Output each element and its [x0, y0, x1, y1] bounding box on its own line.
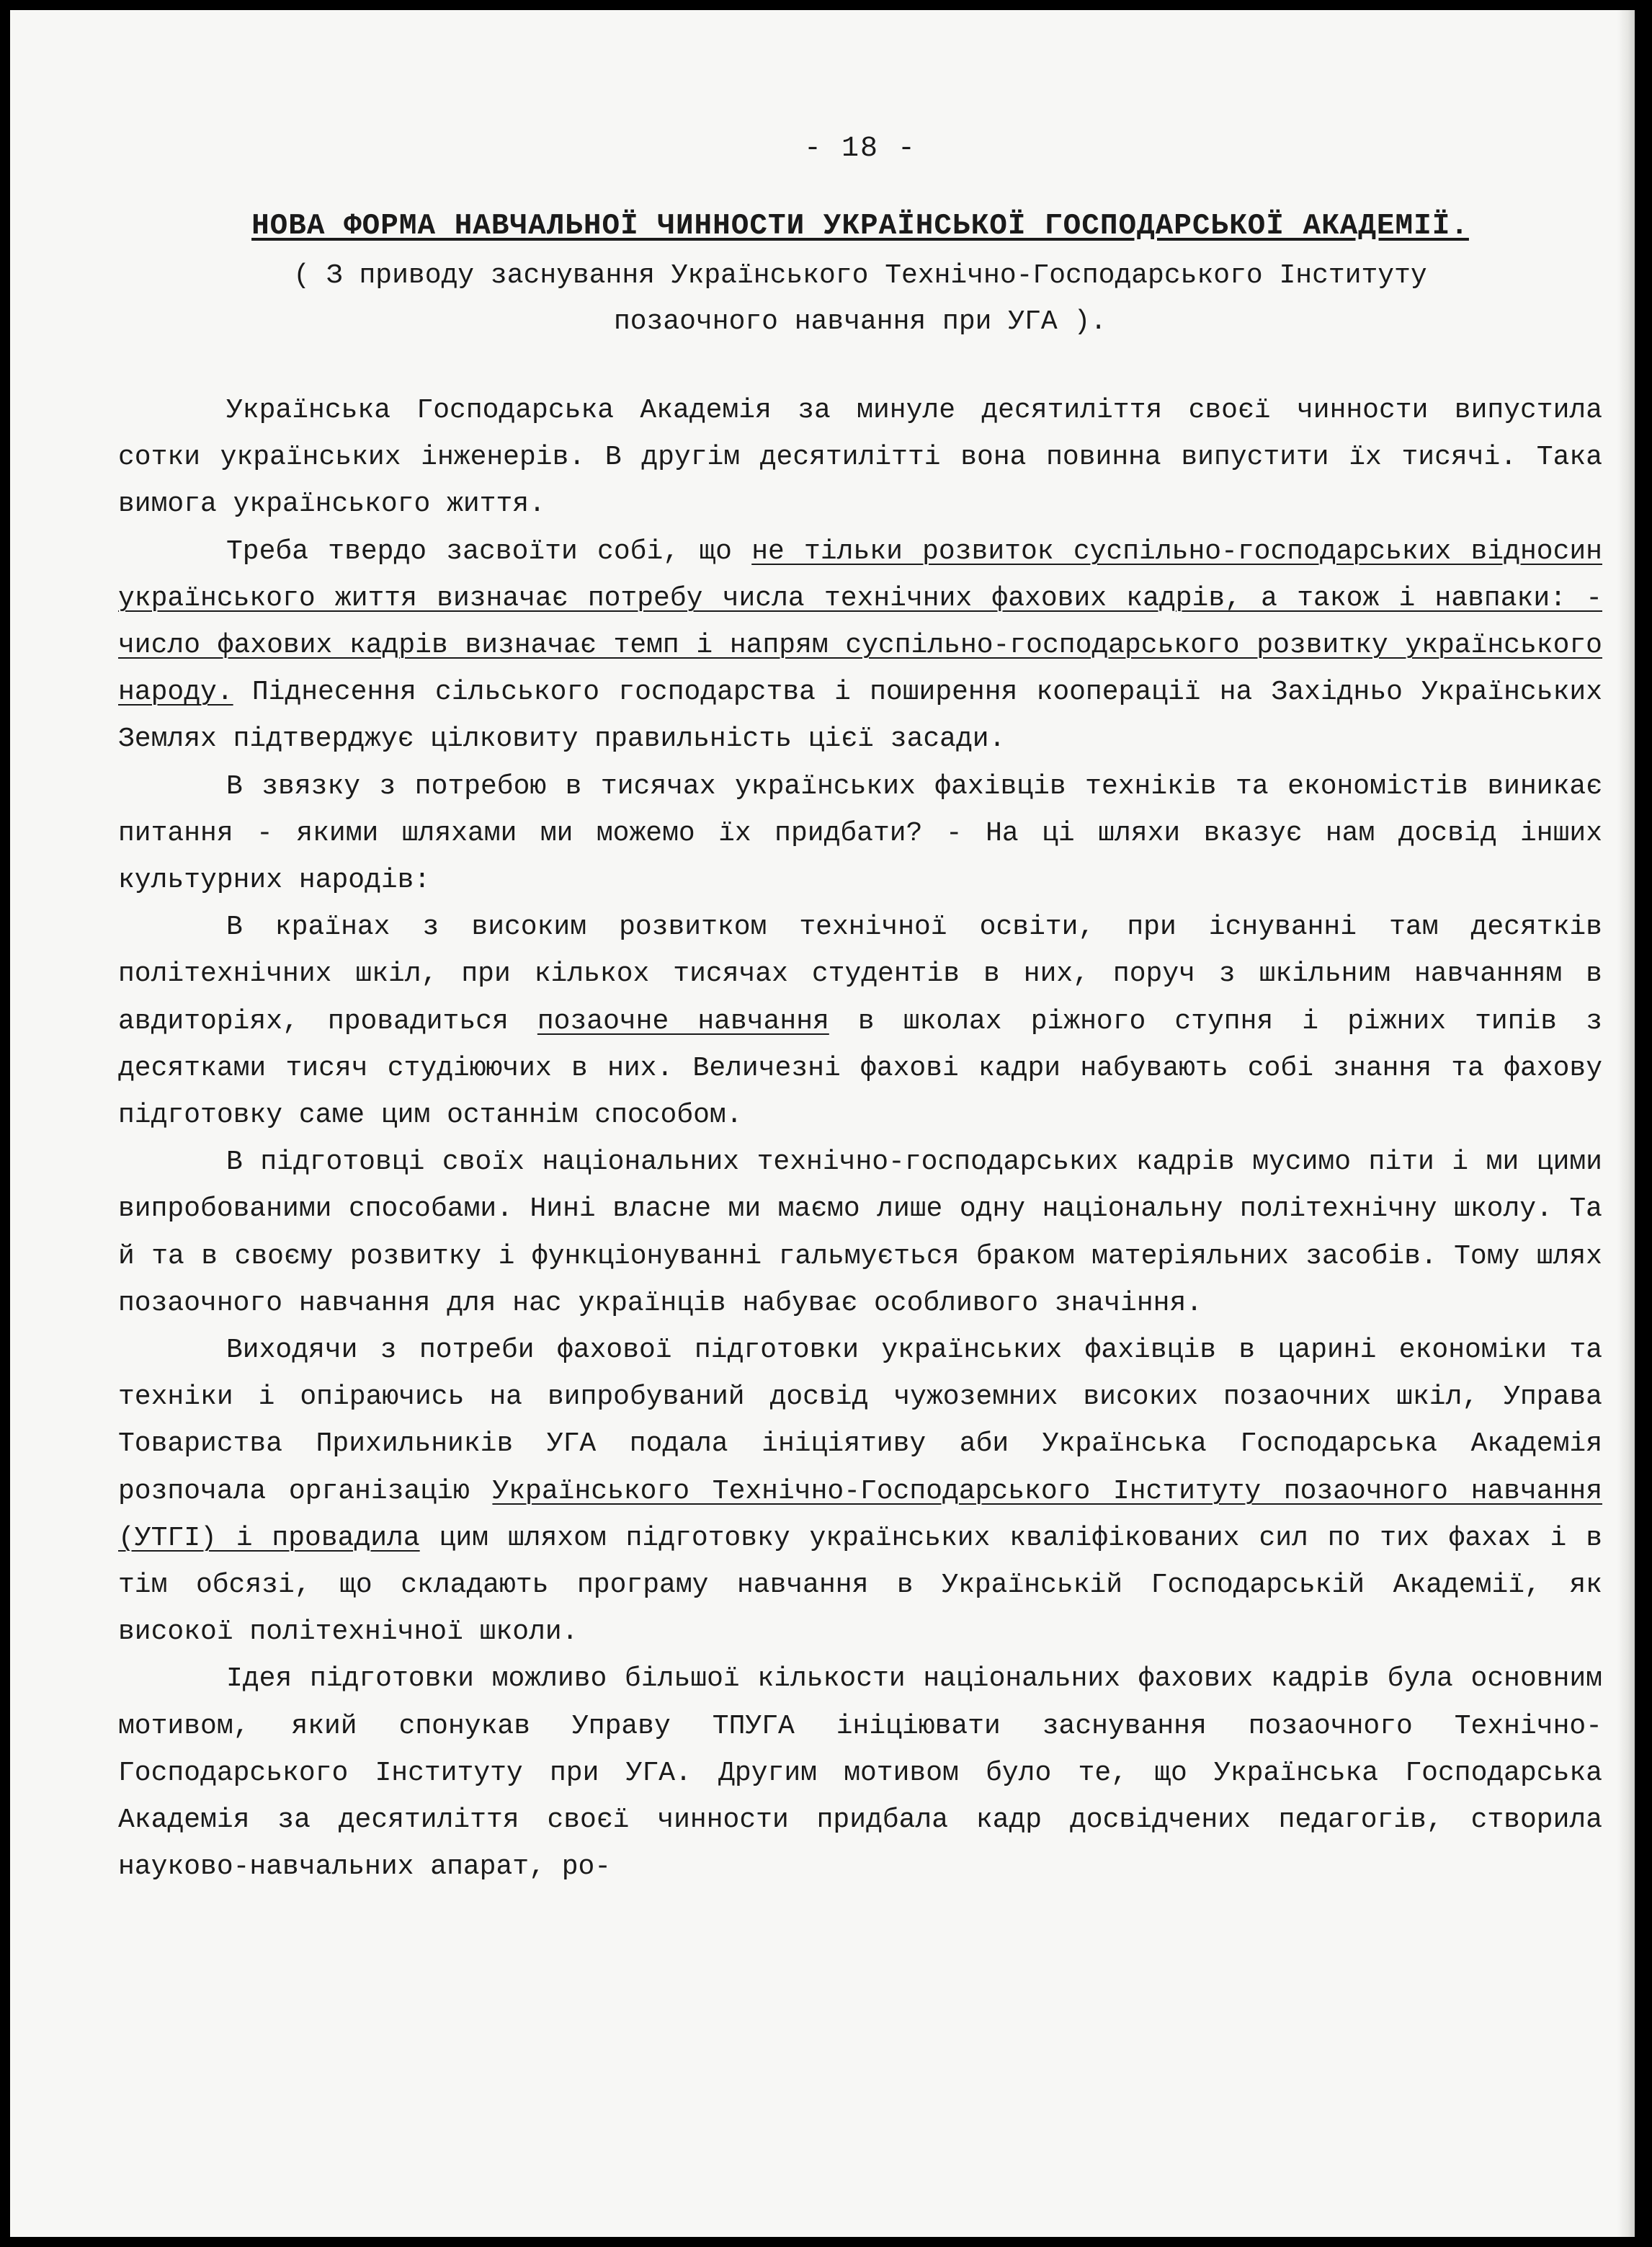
paragraph-6 — [118, 1327, 1602, 1655]
text-block — [118, 118, 1602, 1891]
paragraph-2 — [118, 528, 1602, 763]
paragraph-4-text-end: в школах ріжного ступня і ріжних типів з десятками тисяч студіюючих в них. Величезні фахові кадри набувають собі знання та фахову підготовку саме цим останнім способом. — [118, 1005, 1603, 1131]
paragraph-7: Ідея підготовки можливо більшої кількости національних фахових кадрів була основним мотивом, який спонукав Управу ТПУГА ініціювати заснування позаочного Технічно-Господарського Інституту при УГА. Другим мотивом було те, що Українська Господарська Академія за десятиліття своєї чинности придбала кадр досвідчених педагогів, створила науково-навчальних апарат, ро- — [118, 1663, 1602, 1883]
paragraph-6-underlined-text: Українського Технічно-Господарського Інституту позаочного навчання (УТГІ) і провадила — [118, 1475, 1602, 1554]
page-number: - 18 - — [803, 133, 917, 165]
document-title: НОВА ФОРМА НАВЧАЛЬНОЇ ЧИННОСТИ УКРАЇНСЬКОЇ ГОСПОДАРСЬКОЇ АКАДЕМІЇ. — [251, 210, 1469, 243]
subtitle-line-2: позаочного навчання при УГА ). — [613, 306, 1107, 337]
paragraph-2-text-end: Піднесення сільського господарства і поширення кооперації на Західньо Українських Землях підтверджує цілковиту правильність цієї засади. — [118, 677, 1602, 755]
paragraph-4-underlined-text: позаочне навчання — [537, 1005, 829, 1037]
paragraph-1: Українська Господарська Академія за минуле десятиліття своєї чинности випустила сотки українських інженерів. В другім десятилітті вона повинна випустити їх тисячі. Така вимога українського життя. — [118, 395, 1602, 520]
paragraph-6-text-start: Виходячи з потреби фахової підготовки українських фахівців в царині економіки та техніки і опіраючись на випробуваний досвід чужоземних високих позаочних шкіл, Управа Товариства Прихильників УГА подала ініціятиву аби Українська Господарська Академія розпочала організацію — [118, 1335, 1602, 1507]
paragraph-3: В звязку з потребою в тисячах українських фахівців техніків та економістів виникає питання - якими шляхами ми можемо їх придбати? - На ці шляхи вказує нам досвід інших культурних народів: — [118, 770, 1602, 896]
subtitle-line-1: ( З приводу заснування Українського Технічно-Господарського Інституту — [293, 260, 1427, 291]
paragraph-4-text-start: В країнах з високим розвитком технічної освіти, при існуванні там десятків політехнічних шкіл, при кількох тисячах студентів в них, поруч з шкільним навчанням в авдиторіях, провадиться — [118, 912, 1602, 1037]
document-subtitle — [118, 253, 1602, 345]
paragraph-2-underlined-text: не тільки розвиток суспільно-господарських відносин українського життя визначає потребу числа технічних фахових кадрів, а також і навпаки: - число фахових кадрів визначає темп і напрям суспільно-господарського розвитку українського народу. — [118, 535, 1602, 708]
paragraph-6-text-end: цим шляхом підготовку українських кваліфікованих сил по тих фахах і в тім обсязі, що складають програму навчання в Українській Господарській Академії, як високої політехнічної школи. — [118, 1522, 1603, 1648]
paragraph-5: В підготовці своїх національних технічно-господарських кадрів мусимо піти і ми цими випробованими способами. Нині власне ми маємо лише одну національну політехнічну школу. Та й та в своєму розвитку і функціонуванні гальмується браком матеріяльних засобів. Тому шлях позаочного навчання для нас українців набуває особливого значіння. — [118, 1147, 1602, 1319]
paragraph-2-text-start: Треба твердо засвоїти собі, що — [226, 535, 752, 567]
paragraph-4 — [118, 904, 1602, 1139]
document-page — [10, 10, 1635, 2237]
scan-edge-shadow — [1617, 10, 1635, 2237]
